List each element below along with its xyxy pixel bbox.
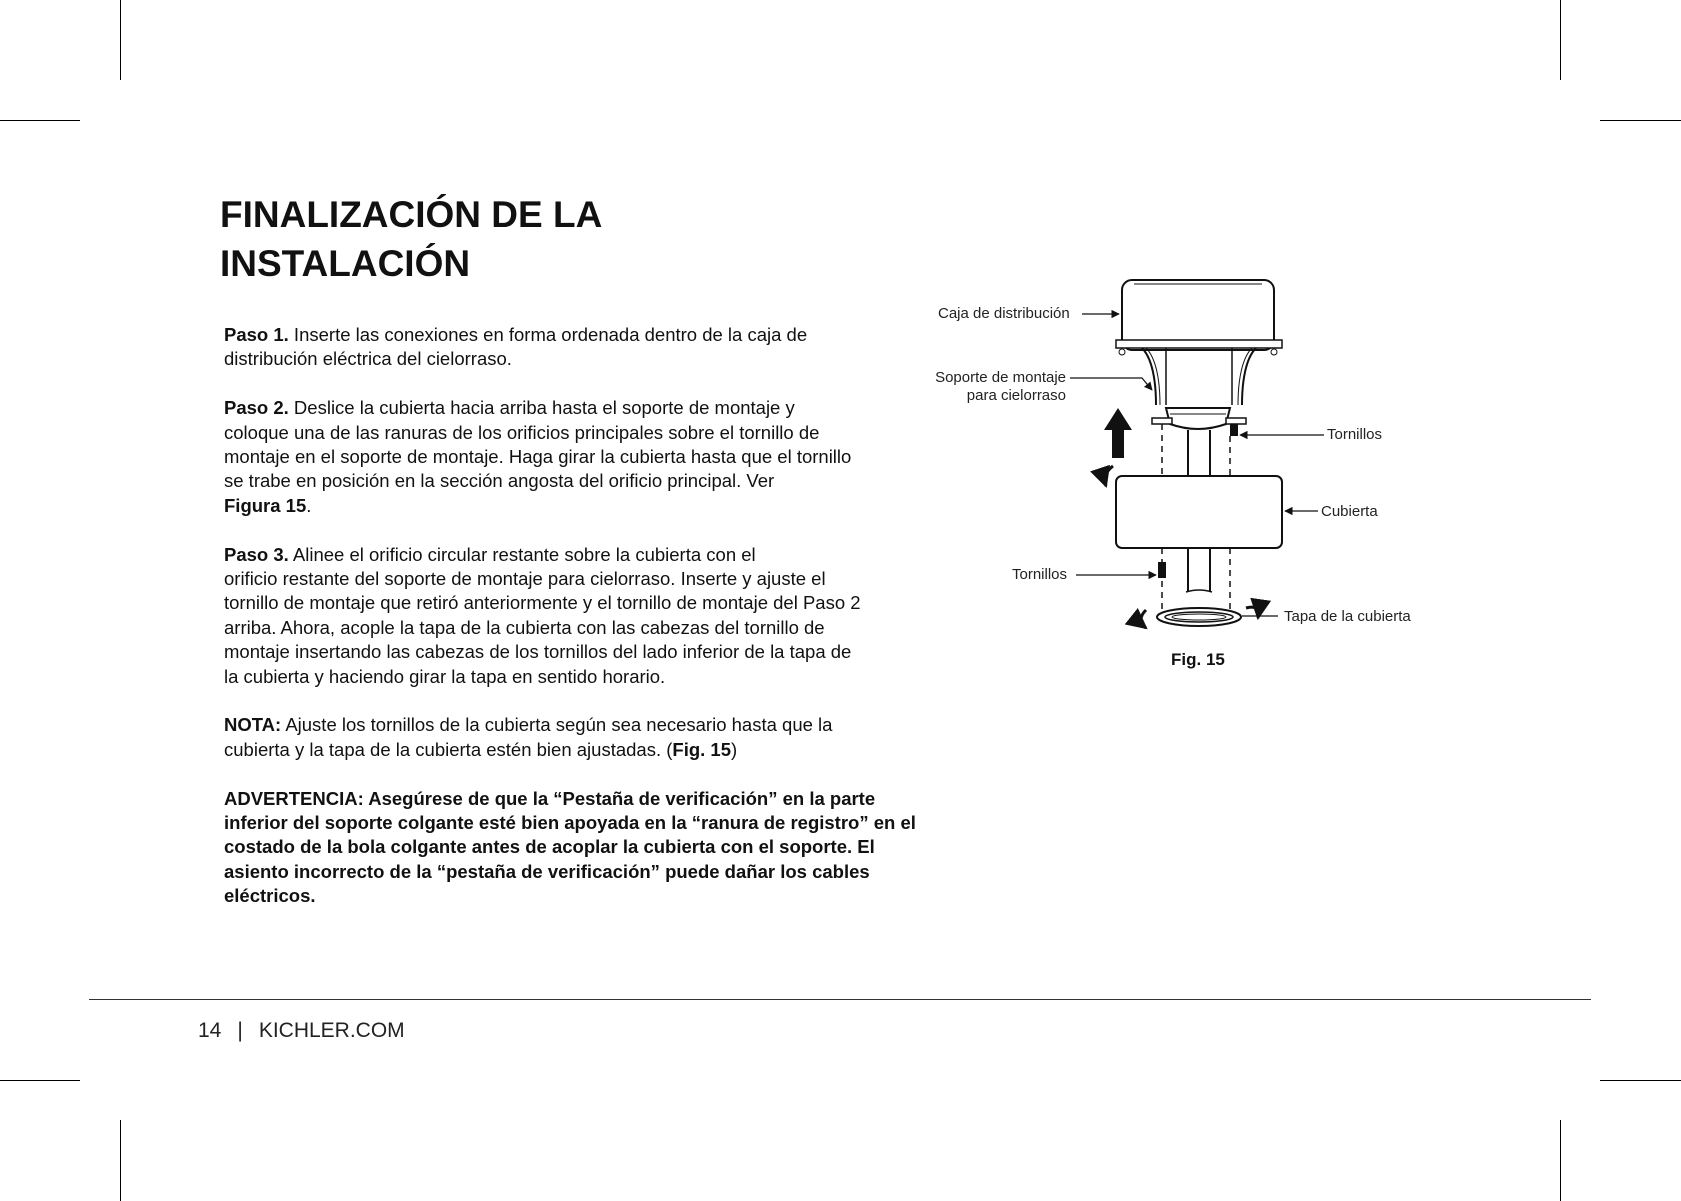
label-ceiling-mount: Soporte de montaje para cielorraso <box>935 369 1066 404</box>
canopy-cover <box>1157 608 1241 626</box>
step-1-line: distribución eléctrica del cielorraso. <box>224 348 512 370</box>
warning-line: eléctricos. <box>224 885 316 907</box>
label-screws-bottom: Tornillos <box>1012 566 1068 583</box>
note-label: NOTA: <box>224 714 282 736</box>
hanger-ball <box>1166 408 1230 429</box>
step-2-line: coloque una de las ranuras de los orificios principales sobre el tornillo de <box>224 421 820 443</box>
step-3-line: orificio restante del soporte de montaje para cielorraso. Inserte y ajuste el <box>224 568 826 590</box>
crop-mark <box>1600 1080 1681 1081</box>
step-3-line: montaje insertando las cabezas de los tornillos del lado inferior de la tapa de <box>224 641 852 663</box>
note-line: NOTA: Ajuste los tornillos de la cubierta según sea necesario hasta que la <box>224 714 833 736</box>
crop-mark <box>1560 0 1561 80</box>
step-1 <box>224 323 924 372</box>
figure-reference: Figura 15 <box>224 494 307 516</box>
figure-reference: Fig. 15 <box>672 738 731 760</box>
page-title-line: FINALIZACIÓN DE LA <box>220 194 603 235</box>
label-screws-top: Tornillos <box>1327 426 1383 443</box>
warning-line: asiento incorrecto de la “pestaña de verificación” puede dañar los cables <box>224 860 870 882</box>
warning <box>224 787 924 909</box>
crop-mark <box>120 0 121 80</box>
site-link[interactable]: KICHLER.COM <box>258 1019 405 1042</box>
crop-mark <box>120 1120 121 1201</box>
label-canopy: Cubierta <box>1321 503 1378 520</box>
label-junction-box: Caja de distribución <box>938 305 1070 322</box>
footer-divider <box>89 999 1591 1000</box>
instructions-body <box>224 323 924 933</box>
canopy-installation-diagram <box>920 270 1440 690</box>
crop-mark <box>0 120 80 121</box>
note <box>224 713 924 762</box>
step-3-line: Paso 3. Alinee el orificio circular restante sobre la cubierta con el <box>224 543 756 565</box>
footer-separator: | <box>237 1019 243 1042</box>
warning-line: costado de la bola colgante antes de acoplar la cubierta con el soporte. El <box>224 836 875 858</box>
step-1-label: Paso 1. <box>224 324 289 345</box>
warning-line: inferior del soporte colgante esté bien apoyada en la “ranura de registro” en el <box>224 812 916 834</box>
page-title-line: INSTALACIÓN <box>220 243 471 284</box>
rotate-arrow-icon <box>1141 610 1146 628</box>
crop-mark <box>1560 1120 1561 1201</box>
step-2 <box>224 396 924 518</box>
canopy <box>1116 476 1282 548</box>
leader-lines <box>1070 314 1324 616</box>
step-3-label: Paso 3. <box>224 543 289 565</box>
canopy-screw <box>1158 562 1166 578</box>
crop-mark <box>0 1080 80 1081</box>
figure-15 <box>920 270 1440 690</box>
crop-mark <box>1600 120 1681 121</box>
step-3-line: la cubierta y haciendo girar la tapa en sentido horario. <box>224 665 666 687</box>
up-arrow-icon <box>1104 408 1132 458</box>
page-footer <box>198 1019 405 1043</box>
step-2-line: montaje en el soporte de montaje. Haga girar la cubierta hasta que el tornillo <box>224 446 852 468</box>
step-3-line: tornillo de montaje que retiró anteriormente y el tornillo de montaje del Paso 2 <box>224 592 861 614</box>
step-1-line: Paso 1. Inserte las conexiones en forma ordenada dentro de la caja de <box>224 324 808 345</box>
step-2-line: Paso 2. Deslice la cubierta hacia arriba hasta el soporte de montaje y <box>224 397 795 419</box>
step-3 <box>224 543 924 689</box>
step-2-line: Figura 15. <box>224 494 312 516</box>
figure-caption: Fig. 15 <box>1171 650 1225 669</box>
rotate-arrow-icon <box>1105 466 1113 486</box>
page-title <box>220 190 840 288</box>
step-2-line: se trabe en posición en la sección angosta del orificio principal. Ver <box>224 470 775 492</box>
label-canopy-cover: Tapa de la cubierta <box>1284 608 1411 625</box>
step-2-label: Paso 2. <box>224 397 289 419</box>
step-3-line: arriba. Ahora, acople la tapa de la cubierta con las cabezas del tornillo de <box>224 616 825 638</box>
note-line: cubierta y la tapa de la cubierta estén bien ajustadas. (Fig. 15) <box>224 738 738 760</box>
warning-line: ADVERTENCIA: Asegúrese de que la “Pestaña de verificación” en la parte <box>224 787 876 809</box>
page-number: 14 <box>198 1019 222 1042</box>
